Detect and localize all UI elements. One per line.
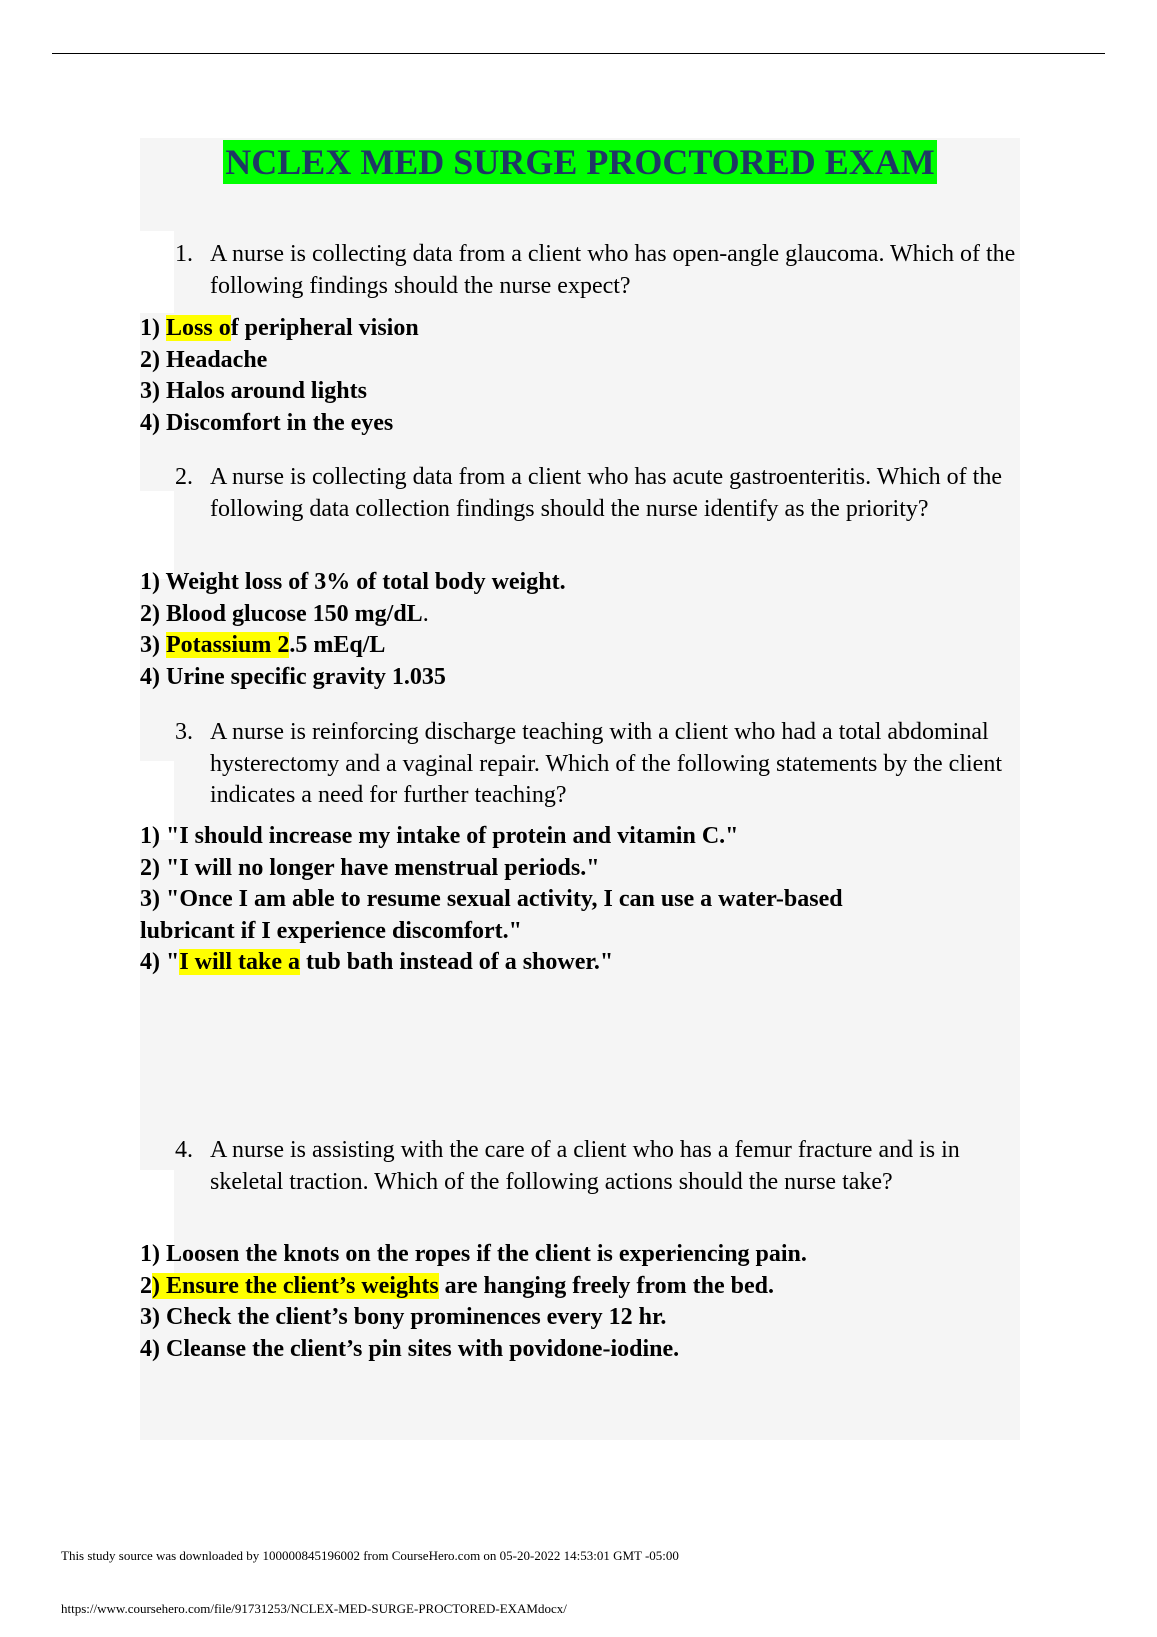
answer-highlight: ) Ensure the client’s weights (152, 1272, 439, 1299)
answer-option: 1) Loosen the knots on the ropes if the client is experiencing pain. (140, 1241, 807, 1267)
answer-option: 2) Blood glucose 150 mg/dL. (140, 600, 429, 627)
answer-list-4 (140, 1239, 1020, 1365)
answer-highlight: Potassium 2 (166, 632, 290, 658)
answer-list-1 (140, 313, 1020, 439)
question-text: A nurse is collecting data from a client who has open-angle glaucoma. Which of the following findings should the nurse expect? (210, 241, 1016, 299)
question-2 (175, 462, 1020, 525)
answer-list-2 (140, 567, 1020, 693)
question-3 (175, 717, 1020, 812)
answer-option: 2) "I will no longer have menstrual periods." (140, 854, 600, 881)
answer-option: 1) Loss of peripheral vision (140, 315, 419, 341)
answer-option: 4) Urine specific gravity 1.035 (140, 663, 446, 690)
answer-option: 2) Ensure the client’s weights are hanging freely from the bed. (140, 1272, 774, 1299)
answer-option: 3) "Once I am able to resume sexual activity, I can use a water-based lubricant if I experience discomfort." (140, 886, 843, 944)
question-1 (175, 239, 1020, 302)
answer-option: 4) Discomfort in the eyes (140, 409, 394, 436)
question-4 (175, 1135, 1020, 1198)
answer-highlight: Loss o (166, 315, 231, 341)
question-number: 1. (175, 241, 193, 267)
answer-option: 3) Potassium 2.5 mEq/L (140, 632, 386, 658)
answer-list-3 (140, 821, 1020, 979)
answer-option: 4) "I will take a tub bath instead of a shower." (140, 949, 614, 975)
title-container (140, 140, 1020, 184)
answer-option: 3) Halos around lights (140, 378, 367, 404)
source-url[interactable]: https://www.coursehero.com/file/91731253/NCLEX-MED-SURGE-PROCTORED-EXAMdocx/ (61, 1601, 567, 1616)
question-number: 3. (175, 719, 193, 745)
question-number: 4. (175, 1137, 193, 1163)
answer-highlight: I will take a (179, 949, 300, 975)
question-text: A nurse is reinforcing discharge teaching with a client who had a total abdominal hysterectomy and a vaginal repair. Which of the following statements by the client indicates a need for further teaching? (210, 719, 1002, 808)
header-rule (52, 53, 1105, 54)
download-note: This study source was downloaded by 100000845196002 from CourseHero.com on 05-20-2022 14:53:01 GMT -05:00 (61, 1548, 679, 1563)
answer-option: 4) Cleanse the client’s pin sites with povidone-iodine. (140, 1335, 680, 1362)
question-text: A nurse is assisting with the care of a client who has a femur fracture and is in skeletal traction. Which of the following actions should the nurse take? (210, 1137, 960, 1195)
question-text: A nurse is collecting data from a client who has acute gastroenteritis. Which of the following data collection findings should the nurse identify as the priority? (210, 464, 1002, 522)
page-title: NCLEX MED SURGE PROCTORED EXAM (225, 142, 935, 182)
answer-option: 2) Headache (140, 346, 268, 373)
answer-option: 1) "I should increase my intake of protein and vitamin C." (140, 823, 739, 849)
answer-option: 3) Check the client’s bony prominences every 12 hr. (140, 1304, 667, 1330)
question-number: 2. (175, 464, 193, 490)
answer-option: 1) Weight loss of 3% of total body weight. (140, 569, 566, 595)
